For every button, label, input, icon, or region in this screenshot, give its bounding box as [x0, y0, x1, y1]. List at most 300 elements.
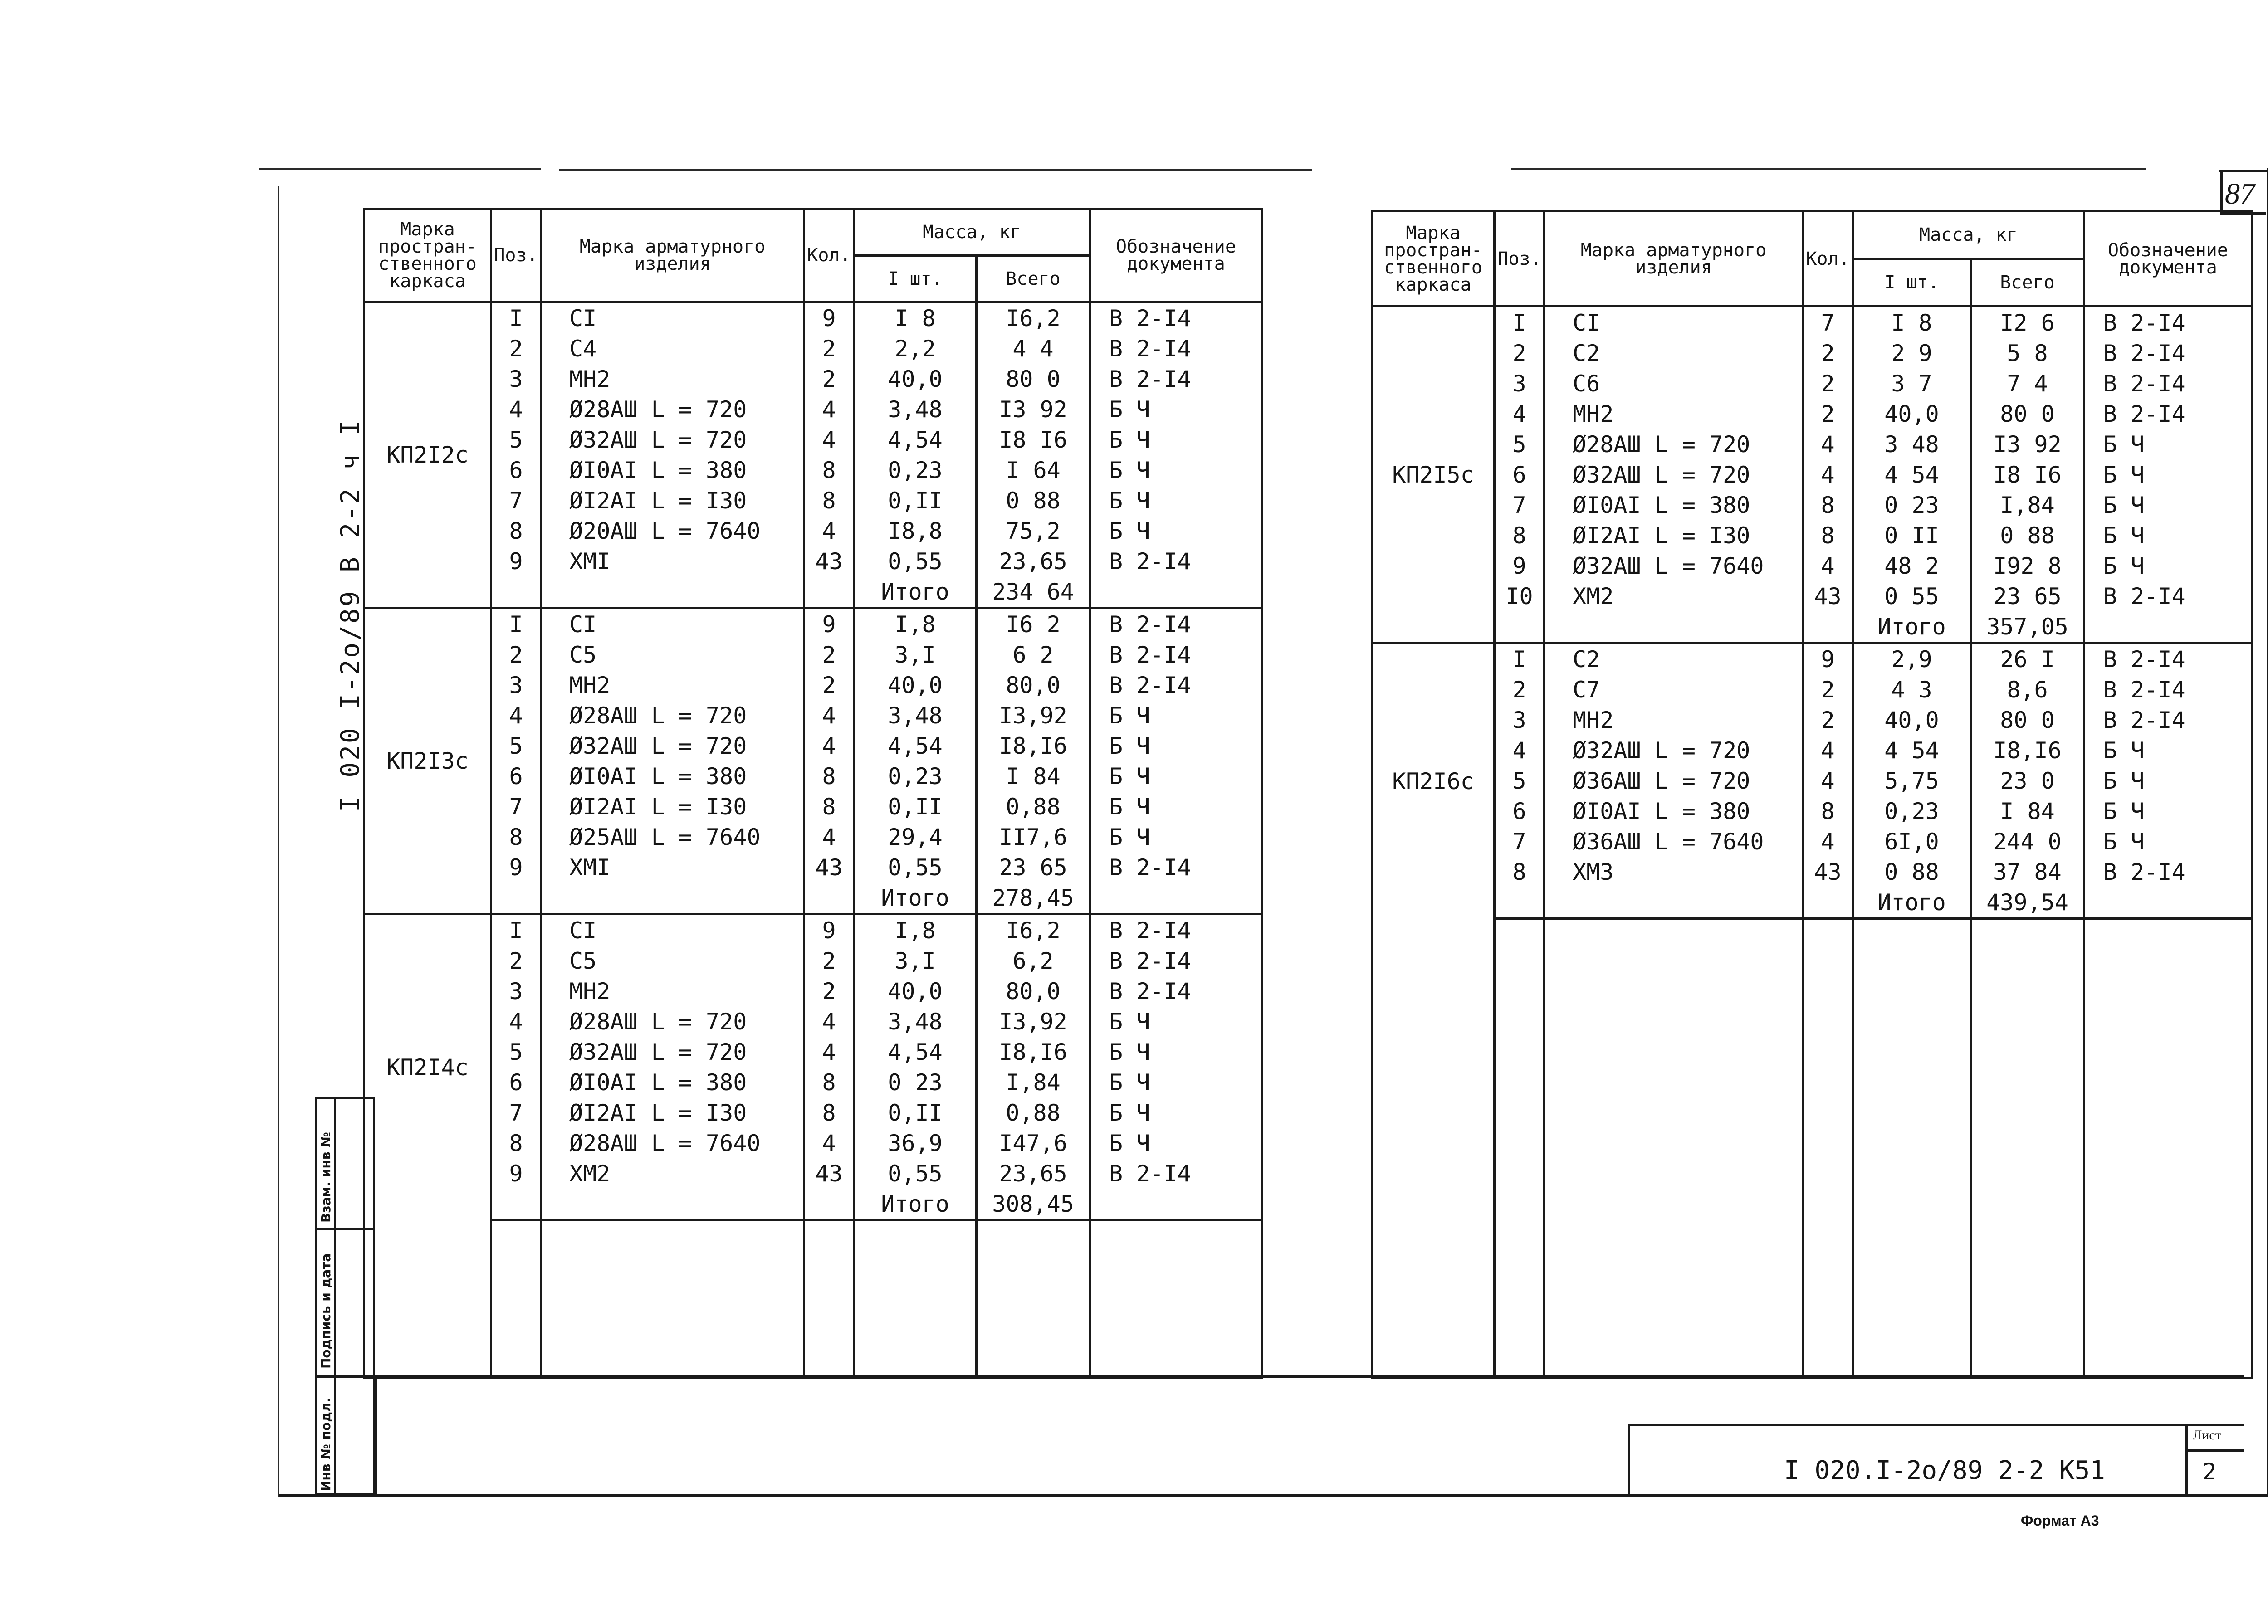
table-row [364, 670, 1262, 700]
filler-cell [1853, 919, 1971, 1378]
doc-cell [2084, 887, 2252, 919]
page-number-box-left [2220, 171, 2223, 213]
doc-cell: Б Ч [1090, 1006, 1262, 1037]
total-value-cell: 278,45 [977, 883, 1090, 914]
header-qty: Кол. [1803, 211, 1853, 307]
title-block-top-line [1628, 1424, 2244, 1426]
item-mark-cell: Ø32АШ L = 720 [541, 731, 804, 761]
header-mass-unit: I шт. [1853, 259, 1971, 307]
qty-cell: 9 [804, 608, 854, 640]
table-row [364, 608, 1262, 640]
qty-cell: 4 [804, 822, 854, 852]
side-stamp-inner-line [334, 1097, 336, 1496]
unit-mass-cell: 0,23 [854, 761, 977, 791]
pos-cell [491, 576, 541, 608]
total-label-cell: Итого [854, 883, 977, 914]
total-value-cell: 357,05 [1971, 611, 2084, 643]
total-label-cell: Итого [854, 576, 977, 608]
total-mass-cell: I6 2 [977, 608, 1090, 640]
total-label-cell: Итого [854, 1189, 977, 1220]
table-row [364, 1067, 1262, 1097]
header-mass-total: Всего [977, 256, 1090, 302]
side-stamp-cell-top [315, 1097, 374, 1099]
qty-cell: 8 [1803, 520, 1853, 551]
pos-cell: 4 [491, 394, 541, 424]
table-row [1372, 705, 2252, 735]
table-row [1372, 796, 2252, 826]
doc-cell: В 2-I4 [1090, 914, 1262, 946]
total-mass-cell: 23 65 [1971, 581, 2084, 611]
qty-cell: 4 [1803, 551, 1853, 581]
unit-mass-cell: 0 23 [1853, 490, 1971, 520]
total-mass-cell: I 64 [977, 455, 1090, 485]
pos-cell: 3 [1495, 705, 1545, 735]
doc-cell: В 2-I4 [2084, 581, 2252, 611]
qty-cell: 9 [804, 914, 854, 946]
doc-cell: В 2-I4 [2084, 674, 2252, 705]
item-mark-cell [1545, 611, 1803, 643]
item-mark-cell: C2 [1545, 643, 1803, 675]
title-block [1628, 1424, 2244, 1497]
unit-mass-cell: 3,I [854, 639, 977, 670]
total-mass-cell: 23,65 [977, 1158, 1090, 1189]
total-row [1372, 887, 2252, 919]
qty-cell: 2 [1803, 705, 1853, 735]
qty-cell: 7 [1803, 307, 1853, 338]
item-mark-cell: ХМ2 [1545, 581, 1803, 611]
unit-mass-cell: 4,54 [854, 424, 977, 455]
qty-cell: 2 [1803, 399, 1853, 429]
filler-cell [541, 1220, 804, 1378]
table-row [364, 1037, 1262, 1067]
unit-mass-cell: 4,54 [854, 1037, 977, 1067]
doc-cell: В 2-I4 [2084, 368, 2252, 399]
sheet-label: Лист [2193, 1428, 2221, 1443]
item-mark-cell: Ø32АШ L = 720 [541, 1037, 804, 1067]
total-value-cell: 234 64 [977, 576, 1090, 608]
qty-cell: 4 [1803, 826, 1853, 857]
total-value-cell: 308,45 [977, 1189, 1090, 1220]
qty-cell [804, 883, 854, 914]
item-mark-cell: C4 [541, 333, 804, 364]
item-mark-cell: Ø36АШ L = 720 [1545, 766, 1803, 796]
table-row [1372, 429, 2252, 459]
total-mass-cell: 75,2 [977, 516, 1090, 546]
unit-mass-cell: 29,4 [854, 822, 977, 852]
pos-cell: 8 [491, 822, 541, 852]
doc-cell: Б Ч [1090, 1097, 1262, 1128]
total-mass-cell: I8,I6 [977, 731, 1090, 761]
total-mass-cell: 7 4 [1971, 368, 2084, 399]
table-row [1372, 399, 2252, 429]
item-mark-cell: C2 [1545, 338, 1803, 368]
table-row [364, 1006, 1262, 1037]
pos-cell: 6 [1495, 459, 1545, 490]
doc-cell: Б Ч [2084, 459, 2252, 490]
doc-cell: В 2-I4 [2084, 399, 2252, 429]
pos-cell: 9 [491, 546, 541, 576]
table-row [364, 914, 1262, 946]
doc-cell: Б Ч [1090, 731, 1262, 761]
side-stamp-cell-bottom [315, 1493, 374, 1496]
total-mass-cell: 80,0 [977, 670, 1090, 700]
pos-cell: 9 [491, 1158, 541, 1189]
side-stamp-cell-divider-1 [315, 1228, 374, 1230]
doc-cell: В 2-I4 [1090, 302, 1262, 334]
doc-cell: В 2-I4 [2084, 705, 2252, 735]
unit-mass-cell: 3,48 [854, 1006, 977, 1037]
table-row [364, 731, 1262, 761]
total-mass-cell: I3,92 [977, 1006, 1090, 1037]
total-mass-cell: 80 0 [1971, 705, 2084, 735]
header-pos: Поз. [1495, 211, 1545, 307]
table-row [1372, 643, 2252, 675]
total-mass-cell: 4 4 [977, 333, 1090, 364]
pos-cell: 2 [491, 639, 541, 670]
frame-mark-cell: КП2I4с [364, 914, 491, 1220]
unit-mass-cell: 0,55 [854, 1158, 977, 1189]
unit-mass-cell: 40,0 [1853, 399, 1971, 429]
table-row [364, 364, 1262, 394]
unit-mass-cell: 40,0 [1853, 705, 1971, 735]
stamp-vzam-inv: Взам. инв № [318, 1132, 333, 1223]
side-document-code: I 020 I-2o/89 B 2-2 ч I [336, 418, 365, 812]
item-mark-cell: Ø28АШ L = 720 [541, 1006, 804, 1037]
doc-cell: Б Ч [1090, 791, 1262, 822]
total-mass-cell: I6,2 [977, 914, 1090, 946]
left-spec-table [363, 208, 1263, 1379]
unit-mass-cell: 0,II [854, 791, 977, 822]
pos-cell: 7 [1495, 826, 1545, 857]
table-row [364, 424, 1262, 455]
item-mark-cell: ØI2АI L = I30 [1545, 520, 1803, 551]
total-mass-cell: 0,88 [977, 1097, 1090, 1128]
doc-cell: Б Ч [1090, 1128, 1262, 1158]
unit-mass-cell: I 8 [854, 302, 977, 334]
item-mark-cell [541, 576, 804, 608]
pos-cell: 8 [1495, 857, 1545, 887]
qty-cell: 43 [1803, 857, 1853, 887]
item-mark-cell: МН2 [1545, 705, 1803, 735]
unit-mass-cell: 0 88 [1853, 857, 1971, 887]
pos-cell: 8 [491, 1128, 541, 1158]
total-mass-cell: 23 65 [977, 852, 1090, 883]
filler-cell [1090, 1220, 1262, 1378]
table-row [364, 822, 1262, 852]
pos-cell: I [491, 608, 541, 640]
item-mark-cell: МН2 [541, 670, 804, 700]
pos-cell: 9 [491, 852, 541, 883]
format-label: Формат А3 [2021, 1512, 2099, 1529]
doc-cell: Б Ч [1090, 700, 1262, 731]
unit-mass-cell: 2,9 [1853, 643, 1971, 675]
page-number: 87 [2225, 177, 2255, 210]
table-row [364, 516, 1262, 546]
total-mass-cell: I 84 [1971, 796, 2084, 826]
unit-mass-cell: I,8 [854, 608, 977, 640]
header-mass: Масса, кг [1853, 211, 2084, 259]
total-mass-cell: I92 8 [1971, 551, 2084, 581]
frame-mark-cell: КП2I6с [1372, 643, 1495, 919]
total-mass-cell: 23,65 [977, 546, 1090, 576]
frame-left-line [278, 186, 279, 1497]
doc-cell: Б Ч [1090, 485, 1262, 516]
filler-cell [804, 1220, 854, 1378]
total-mass-cell: I3,92 [977, 700, 1090, 731]
doc-cell: Б Ч [1090, 516, 1262, 546]
unit-mass-cell: 0,II [854, 485, 977, 516]
pos-cell: 8 [491, 516, 541, 546]
pos-cell: I [491, 302, 541, 334]
filler-cell [1971, 919, 2084, 1378]
table-row [364, 791, 1262, 822]
qty-cell: 8 [1803, 796, 1853, 826]
pos-cell: 5 [1495, 766, 1545, 796]
qty-cell: 4 [804, 1006, 854, 1037]
pos-cell [1495, 611, 1545, 643]
pos-cell: 6 [491, 1067, 541, 1097]
qty-cell: 2 [1803, 674, 1853, 705]
right-spec-table [1371, 210, 2253, 1379]
pos-cell: I [1495, 307, 1545, 338]
doc-cell: Б Ч [1090, 424, 1262, 455]
qty-cell: 4 [804, 700, 854, 731]
doc-cell: Б Ч [2084, 429, 2252, 459]
table-row [1372, 766, 2252, 796]
qty-cell [1803, 611, 1853, 643]
frame-mark-cell: КП2I2с [364, 302, 491, 608]
qty-cell: 2 [1803, 368, 1853, 399]
header-mass-unit: I шт. [854, 256, 977, 302]
total-value-cell: 439,54 [1971, 887, 2084, 919]
header-mass: Масса, кг [854, 209, 1090, 256]
side-stamp [315, 1097, 378, 1496]
filler-row [1372, 919, 2252, 1378]
total-mass-cell: 80 0 [977, 364, 1090, 394]
qty-cell: 4 [804, 1037, 854, 1067]
qty-cell: 2 [804, 333, 854, 364]
pos-cell: 3 [491, 364, 541, 394]
doc-cell: Б Ч [2084, 766, 2252, 796]
pos-cell: 7 [491, 485, 541, 516]
total-mass-cell: I6,2 [977, 302, 1090, 334]
document-code: I 020.I-2o/89 2-2 K51 [1784, 1456, 2106, 1485]
pos-cell: 3 [491, 670, 541, 700]
total-mass-cell: 26 I [1971, 643, 2084, 675]
pos-cell: 8 [1495, 520, 1545, 551]
header-pos: Поз. [491, 209, 541, 302]
item-mark-cell: ØI0АI L = 380 [541, 1067, 804, 1097]
unit-mass-cell: 0,II [854, 1097, 977, 1128]
stamp-inv-podl: Инв № подл. [318, 1397, 333, 1491]
header-doc: Обозначение документа [1090, 209, 1262, 302]
title-block-left-line [1628, 1424, 1630, 1497]
frame-mark-cell: КП2I3с [364, 608, 491, 914]
qty-cell: 2 [804, 670, 854, 700]
doc-cell: В 2-I4 [1090, 364, 1262, 394]
pos-cell: 2 [1495, 338, 1545, 368]
unit-mass-cell: 40,0 [854, 976, 977, 1006]
pos-cell: 3 [1495, 368, 1545, 399]
unit-mass-cell: 0,55 [854, 546, 977, 576]
doc-cell: Б Ч [2084, 796, 2252, 826]
pos-cell [491, 883, 541, 914]
total-mass-cell: 0 88 [1971, 520, 2084, 551]
qty-cell: 8 [804, 791, 854, 822]
total-mass-cell: 5 8 [1971, 338, 2084, 368]
pos-cell: I0 [1495, 581, 1545, 611]
item-mark-cell: Ø28АШ L = 720 [541, 700, 804, 731]
item-mark-cell: ØI0АI L = 380 [1545, 490, 1803, 520]
doc-cell: В 2-I4 [2084, 643, 2252, 675]
unit-mass-cell: 0,23 [854, 455, 977, 485]
qty-cell: 8 [804, 455, 854, 485]
pos-cell: 2 [491, 946, 541, 976]
item-mark-cell: CI [541, 914, 804, 946]
table-row [1372, 459, 2252, 490]
unit-mass-cell: 3 7 [1853, 368, 1971, 399]
qty-cell: 4 [1803, 766, 1853, 796]
header-item-mark: Марка арматурного изделия [1545, 211, 1803, 307]
table-row [1372, 338, 2252, 368]
table-row [364, 333, 1262, 364]
table-row [1372, 674, 2252, 705]
qty-cell: 8 [804, 485, 854, 516]
unit-mass-cell: 3,48 [854, 394, 977, 424]
pos-cell: 6 [491, 455, 541, 485]
frame-top-line-3 [1511, 168, 2146, 170]
pos-cell: 3 [491, 976, 541, 1006]
doc-cell [1090, 576, 1262, 608]
unit-mass-cell: 4 3 [1853, 674, 1971, 705]
item-mark-cell: ØI0АI L = 380 [541, 455, 804, 485]
unit-mass-cell: 0 55 [1853, 581, 1971, 611]
item-mark-cell: ХМ3 [1545, 857, 1803, 887]
item-mark-cell: ØI2АI L = I30 [541, 791, 804, 822]
total-mass-cell: I8,I6 [977, 1037, 1090, 1067]
doc-cell [2084, 611, 2252, 643]
item-mark-cell: ØI0АI L = 380 [1545, 796, 1803, 826]
doc-cell: Б Ч [1090, 761, 1262, 791]
item-mark-cell: ХМI [541, 546, 804, 576]
item-mark-cell [1545, 887, 1803, 919]
unit-mass-cell: I 8 [1853, 307, 1971, 338]
total-mass-cell: 0,88 [977, 791, 1090, 822]
stamp-signature-date: Подпись и дата [318, 1253, 333, 1369]
table-row [364, 485, 1262, 516]
qty-cell: 8 [804, 1067, 854, 1097]
doc-cell: Б Ч [1090, 394, 1262, 424]
qty-cell: 43 [1803, 581, 1853, 611]
total-mass-cell: I,84 [1971, 490, 2084, 520]
qty-cell: 43 [804, 852, 854, 883]
unit-mass-cell: 40,0 [854, 364, 977, 394]
frame-mark-cell: КП2I5с [1372, 307, 1495, 643]
table-row [1372, 857, 2252, 887]
qty-cell: 2 [804, 976, 854, 1006]
doc-cell: В 2-I4 [2084, 857, 2252, 887]
doc-cell: В 2-I4 [1090, 333, 1262, 364]
table-row [364, 1158, 1262, 1189]
unit-mass-cell: 0 II [1853, 520, 1971, 551]
pos-cell: 5 [491, 731, 541, 761]
total-mass-cell: 37 84 [1971, 857, 2084, 887]
unit-mass-cell: 40,0 [854, 670, 977, 700]
item-mark-cell: CI [541, 302, 804, 334]
item-mark-cell: Ø32АШ L = 7640 [1545, 551, 1803, 581]
frame-top-line-4 [2219, 170, 2268, 172]
filler-row [364, 1220, 1262, 1378]
table-row [364, 946, 1262, 976]
doc-cell: Б Ч [1090, 1067, 1262, 1097]
sheet-number: 2 [2203, 1458, 2217, 1485]
total-mass-cell: I2 6 [1971, 307, 2084, 338]
side-stamp-cell-divider-2 [315, 1375, 374, 1378]
doc-cell: В 2-I4 [1090, 639, 1262, 670]
total-label-cell: Итого [1853, 887, 1971, 919]
item-mark-cell: C5 [541, 946, 804, 976]
table-row [1372, 735, 2252, 766]
unit-mass-cell: 0,55 [854, 852, 977, 883]
pos-cell: 7 [491, 791, 541, 822]
item-mark-cell [541, 883, 804, 914]
doc-cell [1090, 883, 1262, 914]
doc-cell: Б Ч [2084, 826, 2252, 857]
doc-cell: В 2-I4 [1090, 670, 1262, 700]
unit-mass-cell: 4 54 [1853, 735, 1971, 766]
qty-cell: 2 [804, 946, 854, 976]
pos-cell: 5 [1495, 429, 1545, 459]
filler-cell [977, 1220, 1090, 1378]
unit-mass-cell: 2,2 [854, 333, 977, 364]
qty-cell: 4 [804, 516, 854, 546]
item-mark-cell: Ø28АШ L = 720 [541, 394, 804, 424]
total-mass-cell: I 84 [977, 761, 1090, 791]
qty-cell: 4 [1803, 459, 1853, 490]
total-mass-cell: I3 92 [1971, 429, 2084, 459]
item-mark-cell: ØI2АI L = I30 [541, 485, 804, 516]
total-label-cell: Итого [1853, 611, 1971, 643]
item-mark-cell: Ø32АШ L = 720 [541, 424, 804, 455]
table-row [364, 761, 1262, 791]
doc-cell: Б Ч [1090, 455, 1262, 485]
header-mass-total: Всего [1971, 259, 2084, 307]
doc-cell: В 2-I4 [2084, 338, 2252, 368]
pos-cell [491, 1189, 541, 1220]
unit-mass-cell: 0 23 [854, 1067, 977, 1097]
item-mark-cell: Ø28АШ L = 720 [1545, 429, 1803, 459]
pos-cell: 5 [491, 1037, 541, 1067]
total-mass-cell: I,84 [977, 1067, 1090, 1097]
filler-cell [491, 1220, 541, 1378]
total-row [1372, 611, 2252, 643]
item-mark-cell: CI [1545, 307, 1803, 338]
unit-mass-cell: 0,23 [1853, 796, 1971, 826]
table-row [364, 976, 1262, 1006]
table-row [364, 455, 1262, 485]
qty-cell: 8 [804, 761, 854, 791]
unit-mass-cell: 2 9 [1853, 338, 1971, 368]
table-row [1372, 490, 2252, 520]
total-row [364, 1189, 1262, 1220]
qty-cell [1803, 887, 1853, 919]
table-row [364, 639, 1262, 670]
table-row [364, 700, 1262, 731]
qty-cell: 2 [1803, 338, 1853, 368]
qty-cell: 4 [804, 1128, 854, 1158]
item-mark-cell: Ø32АШ L = 720 [1545, 459, 1803, 490]
pos-cell: 4 [491, 700, 541, 731]
